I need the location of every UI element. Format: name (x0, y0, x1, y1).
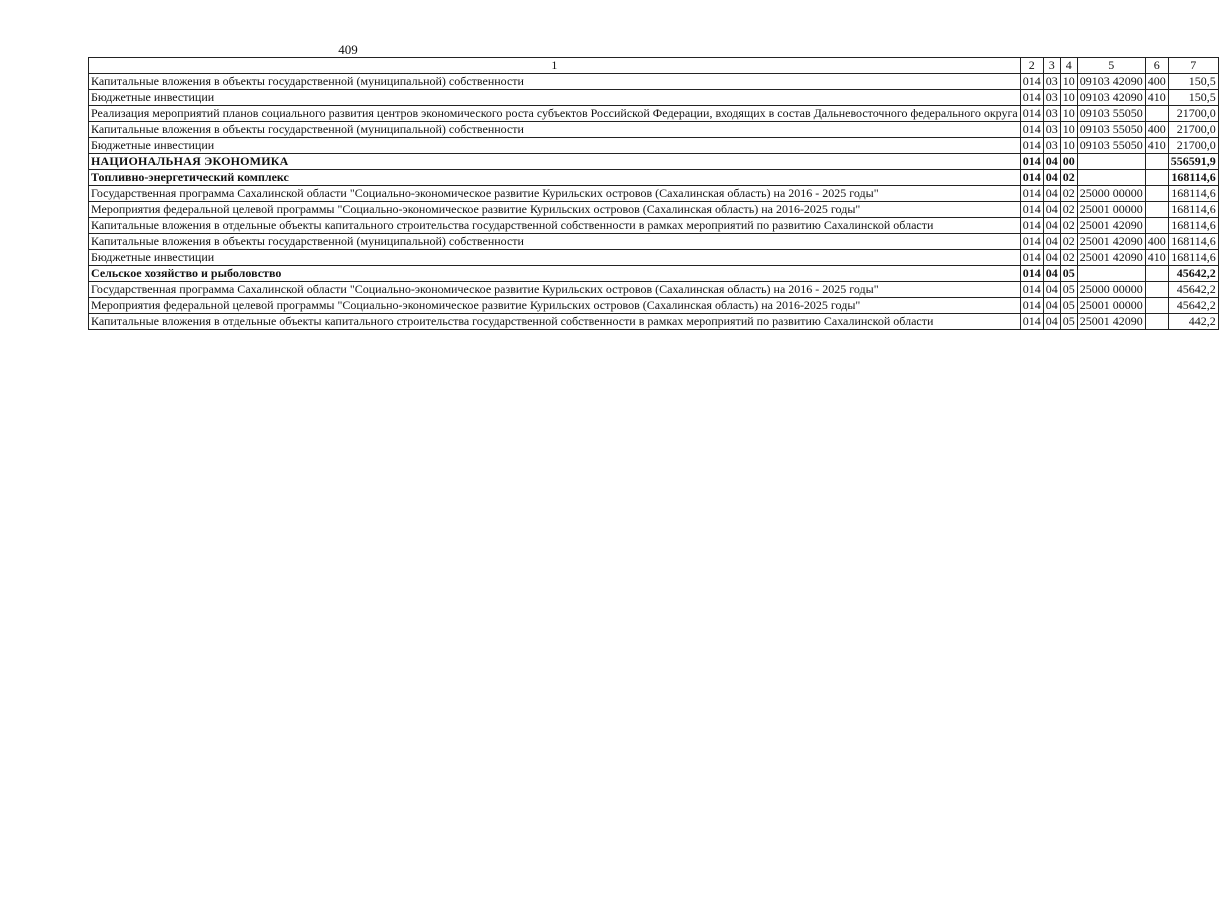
row-name: Бюджетные инвестиции (89, 138, 1021, 154)
row-subsection: 10 (1060, 106, 1077, 122)
row-section: 03 (1043, 90, 1060, 106)
table-row (89, 74, 1219, 90)
column-header-3: 3 (1043, 58, 1060, 74)
row-name: Государственная программа Сахалинской области "Социально-экономическое развитие Курильских островов (Сахалинская область) на 2016 - 2025 годы" (89, 282, 1021, 298)
row-expense-type: 400 (1145, 234, 1168, 250)
row-target-article: 25001 00000 (1077, 202, 1145, 218)
row-subsection: 05 (1060, 282, 1077, 298)
row-name: НАЦИОНАЛЬНАЯ ЭКОНОМИКА (89, 154, 1021, 170)
row-admin-code: 014 (1020, 74, 1043, 90)
table-row (89, 282, 1219, 298)
column-header-5: 5 (1077, 58, 1145, 74)
row-admin-code: 014 (1020, 154, 1043, 170)
row-section: 04 (1043, 266, 1060, 282)
row-admin-code: 014 (1020, 298, 1043, 314)
row-amount: 45642,2 (1168, 282, 1218, 298)
row-name: Реализация мероприятий планов социального развития центров экономического роста субъектов Российской Федерации, входящих в состав Дальневосточного федерального округа (89, 106, 1021, 122)
header-row (89, 58, 1219, 74)
row-target-article (1077, 266, 1145, 282)
row-name: Капитальные вложения в объекты государственной (муниципальной) собственности (89, 74, 1021, 90)
table-row (89, 314, 1219, 330)
table-row (89, 202, 1219, 218)
row-target-article: 25000 00000 (1077, 282, 1145, 298)
row-name: Капитальные вложения в объекты государственной (муниципальной) собственности (89, 234, 1021, 250)
row-amount: 21700,0 (1168, 106, 1218, 122)
table-row (89, 234, 1219, 250)
row-target-article: 25001 42090 (1077, 234, 1145, 250)
table-row (89, 106, 1219, 122)
row-admin-code: 014 (1020, 314, 1043, 330)
row-target-article: 09103 55050 (1077, 138, 1145, 154)
row-name: Сельское хозяйство и рыболовство (89, 266, 1021, 282)
row-subsection: 10 (1060, 74, 1077, 90)
row-section: 03 (1043, 138, 1060, 154)
page-number: 409 (338, 42, 358, 57)
column-header-2: 2 (1020, 58, 1043, 74)
row-amount: 45642,2 (1168, 266, 1218, 282)
row-subsection: 10 (1060, 138, 1077, 154)
table-row (89, 250, 1219, 266)
row-subsection: 02 (1060, 234, 1077, 250)
row-name: Топливно-энергетический комплекс (89, 170, 1021, 186)
row-expense-type (1145, 314, 1168, 330)
table-row (89, 298, 1219, 314)
row-name: Мероприятия федеральной целевой программы "Социально-экономическое развитие Курильских островов (Сахалинская область) на 2016-2025 годы" (89, 202, 1021, 218)
row-subsection: 10 (1060, 90, 1077, 106)
column-header-7: 7 (1168, 58, 1218, 74)
row-subsection: 05 (1060, 266, 1077, 282)
row-target-article: 25001 42090 (1077, 218, 1145, 234)
row-subsection: 02 (1060, 202, 1077, 218)
row-section: 04 (1043, 234, 1060, 250)
table-row (89, 122, 1219, 138)
row-target-article: 09103 55050 (1077, 122, 1145, 138)
row-amount: 168114,6 (1168, 250, 1218, 266)
column-header-1: 1 (89, 58, 1021, 74)
row-expense-type (1145, 186, 1168, 202)
row-amount: 168114,6 (1168, 202, 1218, 218)
row-target-article: 25001 00000 (1077, 298, 1145, 314)
column-header-6: 6 (1145, 58, 1168, 74)
table-row (89, 218, 1219, 234)
row-admin-code: 014 (1020, 90, 1043, 106)
row-admin-code: 014 (1020, 122, 1043, 138)
row-expense-type: 410 (1145, 250, 1168, 266)
row-amount: 168114,6 (1168, 186, 1218, 202)
row-admin-code: 014 (1020, 202, 1043, 218)
row-target-article: 25001 42090 (1077, 250, 1145, 266)
table-row (89, 138, 1219, 154)
row-amount: 556591,9 (1168, 154, 1218, 170)
row-admin-code: 014 (1020, 282, 1043, 298)
row-amount: 45642,2 (1168, 298, 1218, 314)
row-subsection: 02 (1060, 186, 1077, 202)
row-expense-type (1145, 218, 1168, 234)
row-target-article (1077, 154, 1145, 170)
column-header-4: 4 (1060, 58, 1077, 74)
row-section: 04 (1043, 298, 1060, 314)
row-target-article (1077, 170, 1145, 186)
row-admin-code: 014 (1020, 218, 1043, 234)
row-expense-type: 410 (1145, 90, 1168, 106)
row-admin-code: 014 (1020, 106, 1043, 122)
table-row (89, 154, 1219, 170)
row-name: Бюджетные инвестиции (89, 250, 1021, 266)
row-section: 04 (1043, 202, 1060, 218)
row-amount: 21700,0 (1168, 122, 1218, 138)
row-expense-type (1145, 170, 1168, 186)
row-subsection: 05 (1060, 298, 1077, 314)
row-amount: 442,2 (1168, 314, 1218, 330)
row-target-article: 09103 55050 (1077, 106, 1145, 122)
row-subsection: 00 (1060, 154, 1077, 170)
row-section: 04 (1043, 186, 1060, 202)
table-row (89, 170, 1219, 186)
row-name: Капитальные вложения в отдельные объекты капитального строительства государственной собственности в рамках мероприятий по развитию Сахалинской области (89, 314, 1021, 330)
row-target-article: 09103 42090 (1077, 90, 1145, 106)
row-target-article: 25000 00000 (1077, 186, 1145, 202)
table-row (89, 266, 1219, 282)
row-section: 04 (1043, 314, 1060, 330)
row-subsection: 02 (1060, 250, 1077, 266)
row-amount: 168114,6 (1168, 234, 1218, 250)
row-name: Мероприятия федеральной целевой программы "Социально-экономическое развитие Курильских островов (Сахалинская область) на 2016-2025 годы" (89, 298, 1021, 314)
row-amount: 150,5 (1168, 90, 1218, 106)
row-name: Бюджетные инвестиции (89, 90, 1021, 106)
row-expense-type: 400 (1145, 74, 1168, 90)
row-admin-code: 014 (1020, 250, 1043, 266)
row-subsection: 02 (1060, 170, 1077, 186)
row-section: 03 (1043, 122, 1060, 138)
row-admin-code: 014 (1020, 266, 1043, 282)
row-name: Государственная программа Сахалинской области "Социально-экономическое развитие Курильских островов (Сахалинская область) на 2016 - 2025 годы" (89, 186, 1021, 202)
row-section: 04 (1043, 154, 1060, 170)
row-name: Капитальные вложения в отдельные объекты капитального строительства государственной собственности в рамках мероприятий по развитию Сахалинской области (89, 218, 1021, 234)
row-expense-type: 400 (1145, 122, 1168, 138)
row-expense-type (1145, 298, 1168, 314)
row-amount: 150,5 (1168, 74, 1218, 90)
budget-table (88, 57, 1219, 330)
row-target-article: 25001 42090 (1077, 314, 1145, 330)
row-admin-code: 014 (1020, 234, 1043, 250)
row-subsection: 02 (1060, 218, 1077, 234)
row-section: 04 (1043, 250, 1060, 266)
row-section: 04 (1043, 218, 1060, 234)
row-amount: 168114,6 (1168, 170, 1218, 186)
row-amount: 21700,0 (1168, 138, 1218, 154)
row-expense-type (1145, 266, 1168, 282)
row-expense-type: 410 (1145, 138, 1168, 154)
table-row (89, 186, 1219, 202)
row-amount: 168114,6 (1168, 218, 1218, 234)
row-section: 04 (1043, 282, 1060, 298)
row-section: 03 (1043, 106, 1060, 122)
row-expense-type (1145, 282, 1168, 298)
row-expense-type (1145, 106, 1168, 122)
row-name: Капитальные вложения в объекты государственной (муниципальной) собственности (89, 122, 1021, 138)
row-admin-code: 014 (1020, 138, 1043, 154)
row-admin-code: 014 (1020, 170, 1043, 186)
row-admin-code: 014 (1020, 186, 1043, 202)
row-section: 03 (1043, 74, 1060, 90)
row-expense-type (1145, 202, 1168, 218)
row-section: 04 (1043, 170, 1060, 186)
row-subsection: 05 (1060, 314, 1077, 330)
row-target-article: 09103 42090 (1077, 74, 1145, 90)
table-row (89, 90, 1219, 106)
row-subsection: 10 (1060, 122, 1077, 138)
row-expense-type (1145, 154, 1168, 170)
